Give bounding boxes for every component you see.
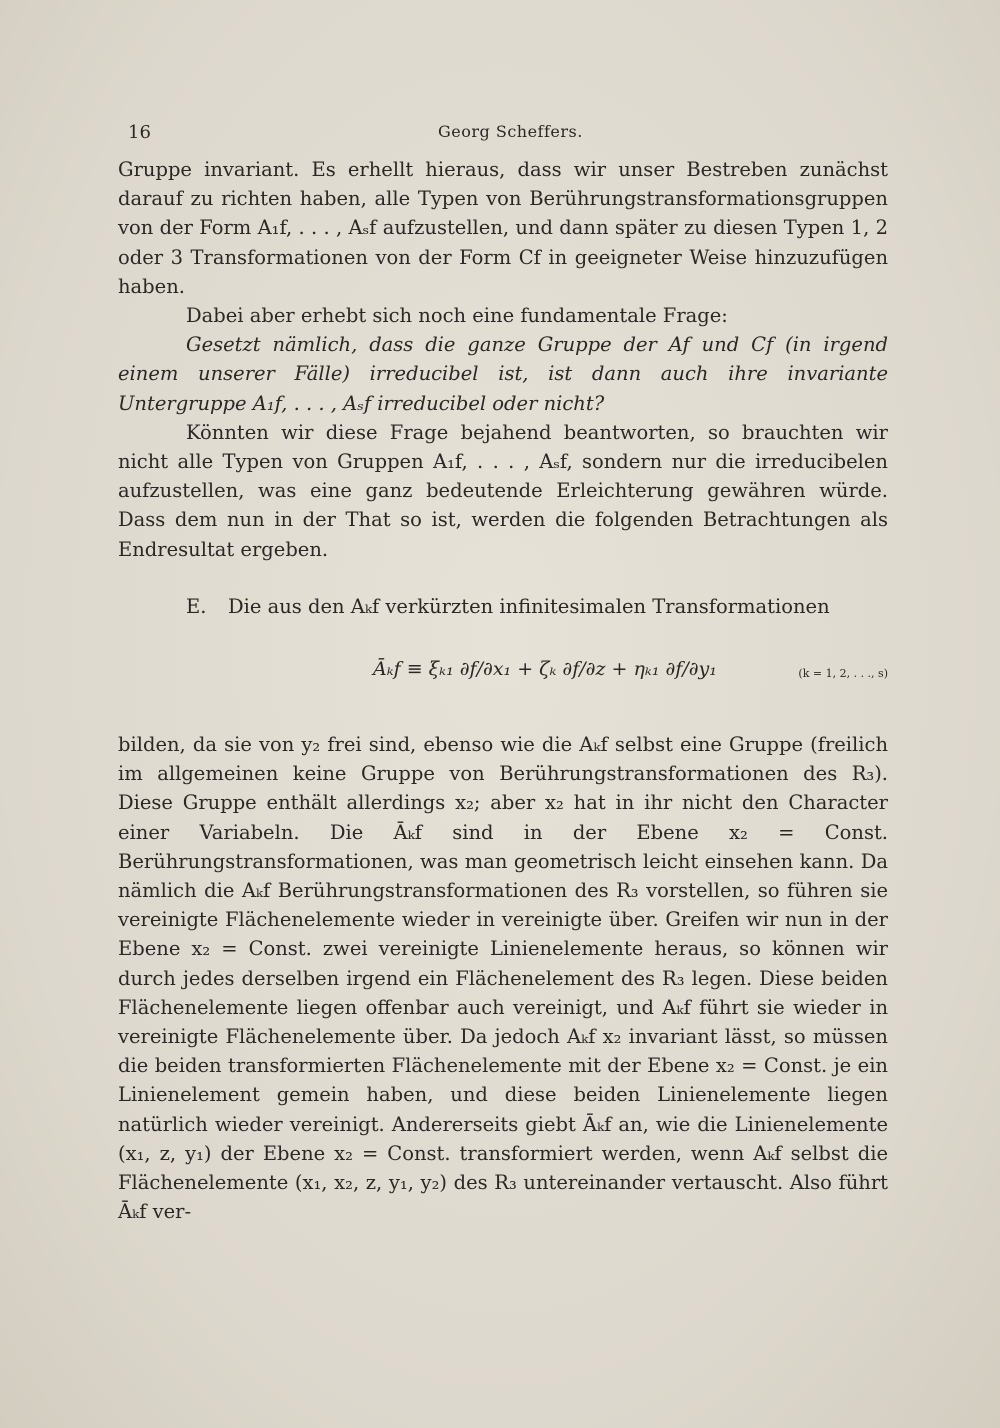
display-formula	[118, 625, 888, 720]
lemma-paragraph	[118, 592, 888, 621]
page-header	[128, 122, 888, 148]
formula-expression: Āₖf ≡ ξₖ₁ ∂f/∂x₁ + ζₖ ∂f/∂z + ηₖ₁ ∂f/∂y₁	[373, 658, 717, 681]
page-body	[118, 155, 888, 1227]
paragraph-continuation: Gruppe invariant. Es erhellt hieraus, dass wir unser Bestreben zunächst darauf zu richten haben, alle Typen von Berührungstransformationsgruppen von der Form A₁f, . . . , Aₛf aufzustellen, und dann später zu diesen Typen 1, 2 oder 3 Transformationen von der Form Cf in geeigneter Weise hinzuzufügen haben.	[118, 158, 888, 298]
paragraph-answer: Könnten wir diese Frage bejahend beantworten, so brauchten wir nicht alle Typen von Gruppen A₁f, . . . , Aₛf, sondern nur die irreducibelen aufzustellen, was eine ganz bedeutende Erleichterung gewähren würde. Dass dem nun in der That so ist, werden die folgenden Betrachtungen als Endresultat ergeben.	[118, 420, 888, 561]
page-number: 16	[128, 122, 151, 143]
lemma-text: Die aus den Aₖf verkürzten infinitesimalen Transformationen	[228, 594, 830, 618]
lemma-label: E.	[186, 594, 207, 618]
paragraph-question-intro: Dabei aber erhebt sich noch eine fundamentale Frage:	[186, 304, 728, 328]
section-gap	[118, 564, 888, 592]
paragraph-proof: bilden, da sie von y₂ frei sind, ebenso wie die Aₖf selbst eine Gruppe (freilich im allgemeinen keine Gruppe von Berührungstransformationen des R₃). Diese Gruppe enthält allerdings x₂; aber x₂ hat in ihr nicht den Character einer Variabeln. Die Āₖf sind in der Ebene x₂ = Const. Berührungstransformationen, was man geometrisch leicht einsehen kann. Da nämlich die Aₖf Berührungstransformationen des R₃ vorstellen, so führen sie vereinigte Flächenelemente wieder in vereinigte über. Greifen wir nun in der Ebene x₂ = Const. zwei vereinigte Linienelemente heraus, so können wir durch jedes derselben irgend ein Flächenelement des R₃ legen. Diese beiden Flächenelemente liegen offenbar auch vereinigt, und Aₖf führt sie wieder in vereinigte Flächenelemente über. Da jedoch Aₖf x₂ invariant lässt, so müssen die beiden transformierten Flächenelemente mit der Ebene x₂ = Const. je ein Linienelement gemein haben, und diese beiden Linienelemente liegen natürlich wieder vereinigt. Andererseits giebt Āₖf an, wie die Linienelemente (x₁, z, y₁) der Ebene x₂ = Const. transformiert werden, wenn Aₖf selbst die Flächenelemente (x₁, x₂, z, y₁, y₂) des R₃ untereinander vertauscht. Also führt Āₖf ver-	[118, 733, 888, 1224]
paragraph-question: Gesetzt nämlich, dass die ganze Gruppe der Af und Cf (in irgend einem unserer Fälle) irreducibel ist, ist dann auch ihre invariante Untergruppe A₁f, . . . , Aₛf irreducibel oder nicht?	[118, 333, 888, 415]
running-head: Georg Scheffers.	[438, 122, 583, 141]
formula-index-range: (k = 1, 2, . . ., s)	[798, 667, 888, 681]
